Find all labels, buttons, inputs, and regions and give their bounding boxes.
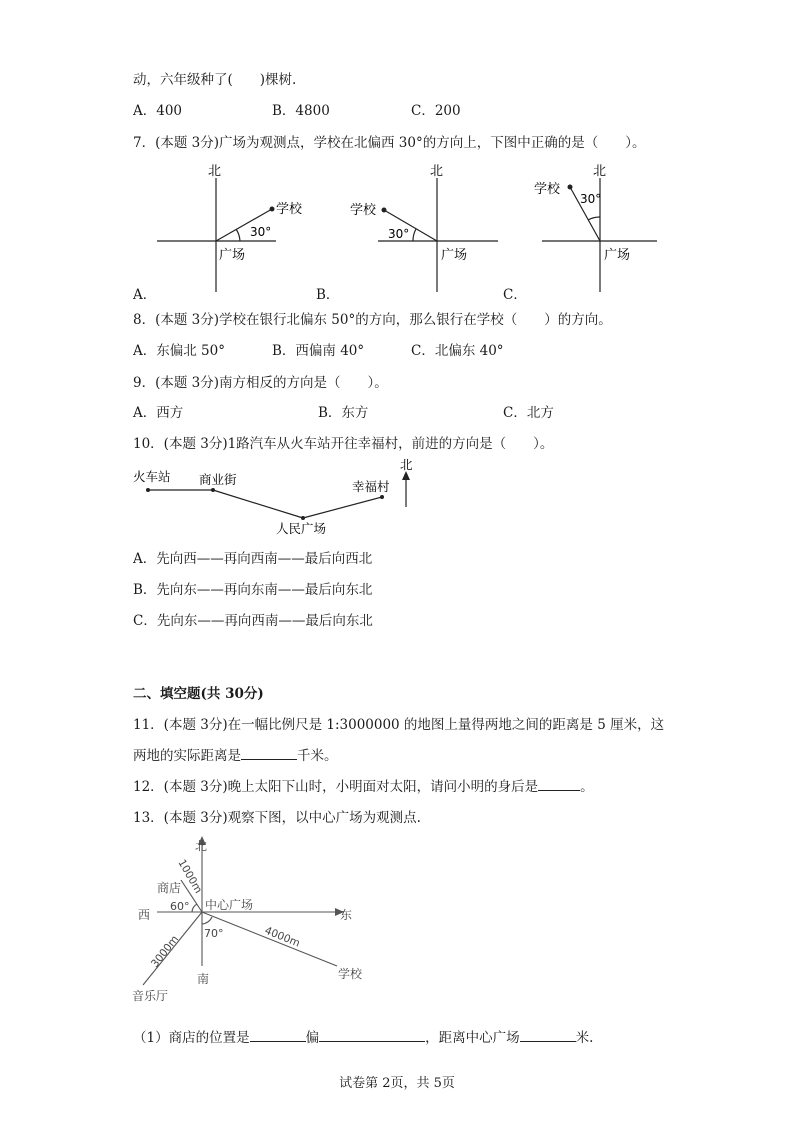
q13-sub1-blank-1[interactable] [250,1027,306,1042]
q7-a-school: 学校 [276,202,303,217]
q13-sub1-p3: ，距离中心广场 [425,1030,520,1046]
q13-dist-music: 3000m [148,933,182,970]
q11-post: 千米。 [297,748,338,764]
q7-c-school: 学校 [534,182,561,197]
q7-diagrams [0,0,794,310]
q13-sub1-p1: （1）商店的位置是 [133,1030,250,1046]
q7-c-angle: 30° [580,192,602,206]
q7-option-c[interactable]: C． [503,287,527,303]
q13-sub1-p4: 米. [575,1030,594,1046]
q13-north: 北 [195,839,208,853]
q7-c-school-dot [568,185,573,190]
q9-stem: 9．(本题 3分)南方相反的方向是（ ）。 [133,375,388,391]
q10-route-map [0,455,794,540]
q13-sub1-blank-3[interactable] [520,1027,576,1042]
q11-line1: 11．(本题 3分)在一幅比例尺是 1:3000000 的地图上量得两地之间的距离是 5 厘米，这 [133,717,665,733]
q13-sub1 [133,1026,593,1046]
q7-a-school-dot [270,207,275,212]
q13-shop: 商店 [157,881,182,895]
q13-center: 中心广场 [205,898,254,912]
q7-b-angle: 30° [388,227,410,241]
page-footer: 试卷第 2页，共 5页 [339,1076,455,1091]
q12-line [133,775,594,795]
q7-option-a[interactable]: A． [133,287,157,303]
q12-answer-blank[interactable] [538,776,580,791]
q13-school: 学校 [338,967,363,981]
q11-line2 [133,744,338,764]
q10-option-c[interactable]: C．先向东——再向西南——最后向东北 [133,613,373,629]
q8-stem: 8．(本题 3分)学校在银行北偏东 50°的方向，那么银行在学校（ ）的方向。 [133,312,612,328]
q13-map [0,830,794,1010]
q10-stem: 10．(本题 3分)1路汽车从火车站开往幸福村，前进的方向是（ ）。 [133,436,554,452]
q6-option-c[interactable]: C．200 [411,103,461,119]
q9-option-a[interactable]: A．西方 [133,405,184,421]
q12-pre: 12．(本题 3分)晚上太阳下山时，小明面对太阳，请问小明的身后是 [133,779,539,795]
q9-option-b[interactable]: B．东方 [318,405,369,421]
q8-option-a[interactable]: A．东偏北 50° [133,343,225,359]
q13-dist-school: 4000m [262,924,302,950]
q13-angle-60: 60° [170,900,190,913]
q13-south: 南 [197,972,210,986]
q6-option-a[interactable]: A．400 [133,103,183,119]
q10-village: 幸福村 [352,479,390,494]
q7-b-square: 广场 [441,248,468,263]
q8-option-c[interactable]: C．北偏东 40° [411,343,504,359]
q10-station: 火车站 [133,469,171,484]
q6-option-b[interactable]: B．4800 [272,103,330,119]
q13-east: 东 [340,908,353,922]
section-2-title: 二、填空题(共 30分) [133,686,264,702]
q7-a-square: 广场 [219,248,246,263]
q7-a-angle: 30° [250,225,272,239]
q6-tail-text: 动，六年级种了( )棵树. [133,72,297,88]
q10-street: 商业街 [199,472,237,487]
q7-c-north: 北 [593,164,607,179]
q13-sub1-p2: 偏 [305,1030,320,1046]
q7-option-b[interactable]: B． [316,287,340,303]
q9-option-c[interactable]: C．北方 [503,405,554,421]
q13-angle-70: 70° [204,927,224,940]
q13-stem: 13．(本题 3分)观察下图，以中心广场为观测点. [133,810,421,826]
q13-west: 西 [138,908,151,922]
q12-post: 。 [580,779,594,795]
q7-c-square: 广场 [604,248,631,263]
q13-dist-shop: 1000m [175,857,205,896]
q8-option-b[interactable]: B．西偏南 40° [272,343,365,359]
q10-option-a[interactable]: A．先向西——再向西南——最后向西北 [133,551,373,567]
q7-b-school-dot [382,208,387,213]
q13-music: 音乐厅 [132,989,169,1003]
q11-answer-blank[interactable] [241,745,297,760]
q11-pre: 两地的实际距离是 [133,748,241,764]
q10-plaza: 人民广场 [276,521,327,536]
q10-option-b[interactable]: B．先向东——再向东南——最后向东北 [133,582,373,598]
q7-stem: 7．(本题 3分)广场为观测点，学校在北偏西 30°的方向上，下图中正确的是（ ）。 [133,135,646,151]
q13-sub1-blank-2[interactable] [319,1027,425,1042]
q7-b-school: 学校 [350,203,377,218]
q10-north: 北 [400,457,413,472]
q7-b-north: 北 [430,164,444,179]
q7-a-north: 北 [208,164,222,179]
